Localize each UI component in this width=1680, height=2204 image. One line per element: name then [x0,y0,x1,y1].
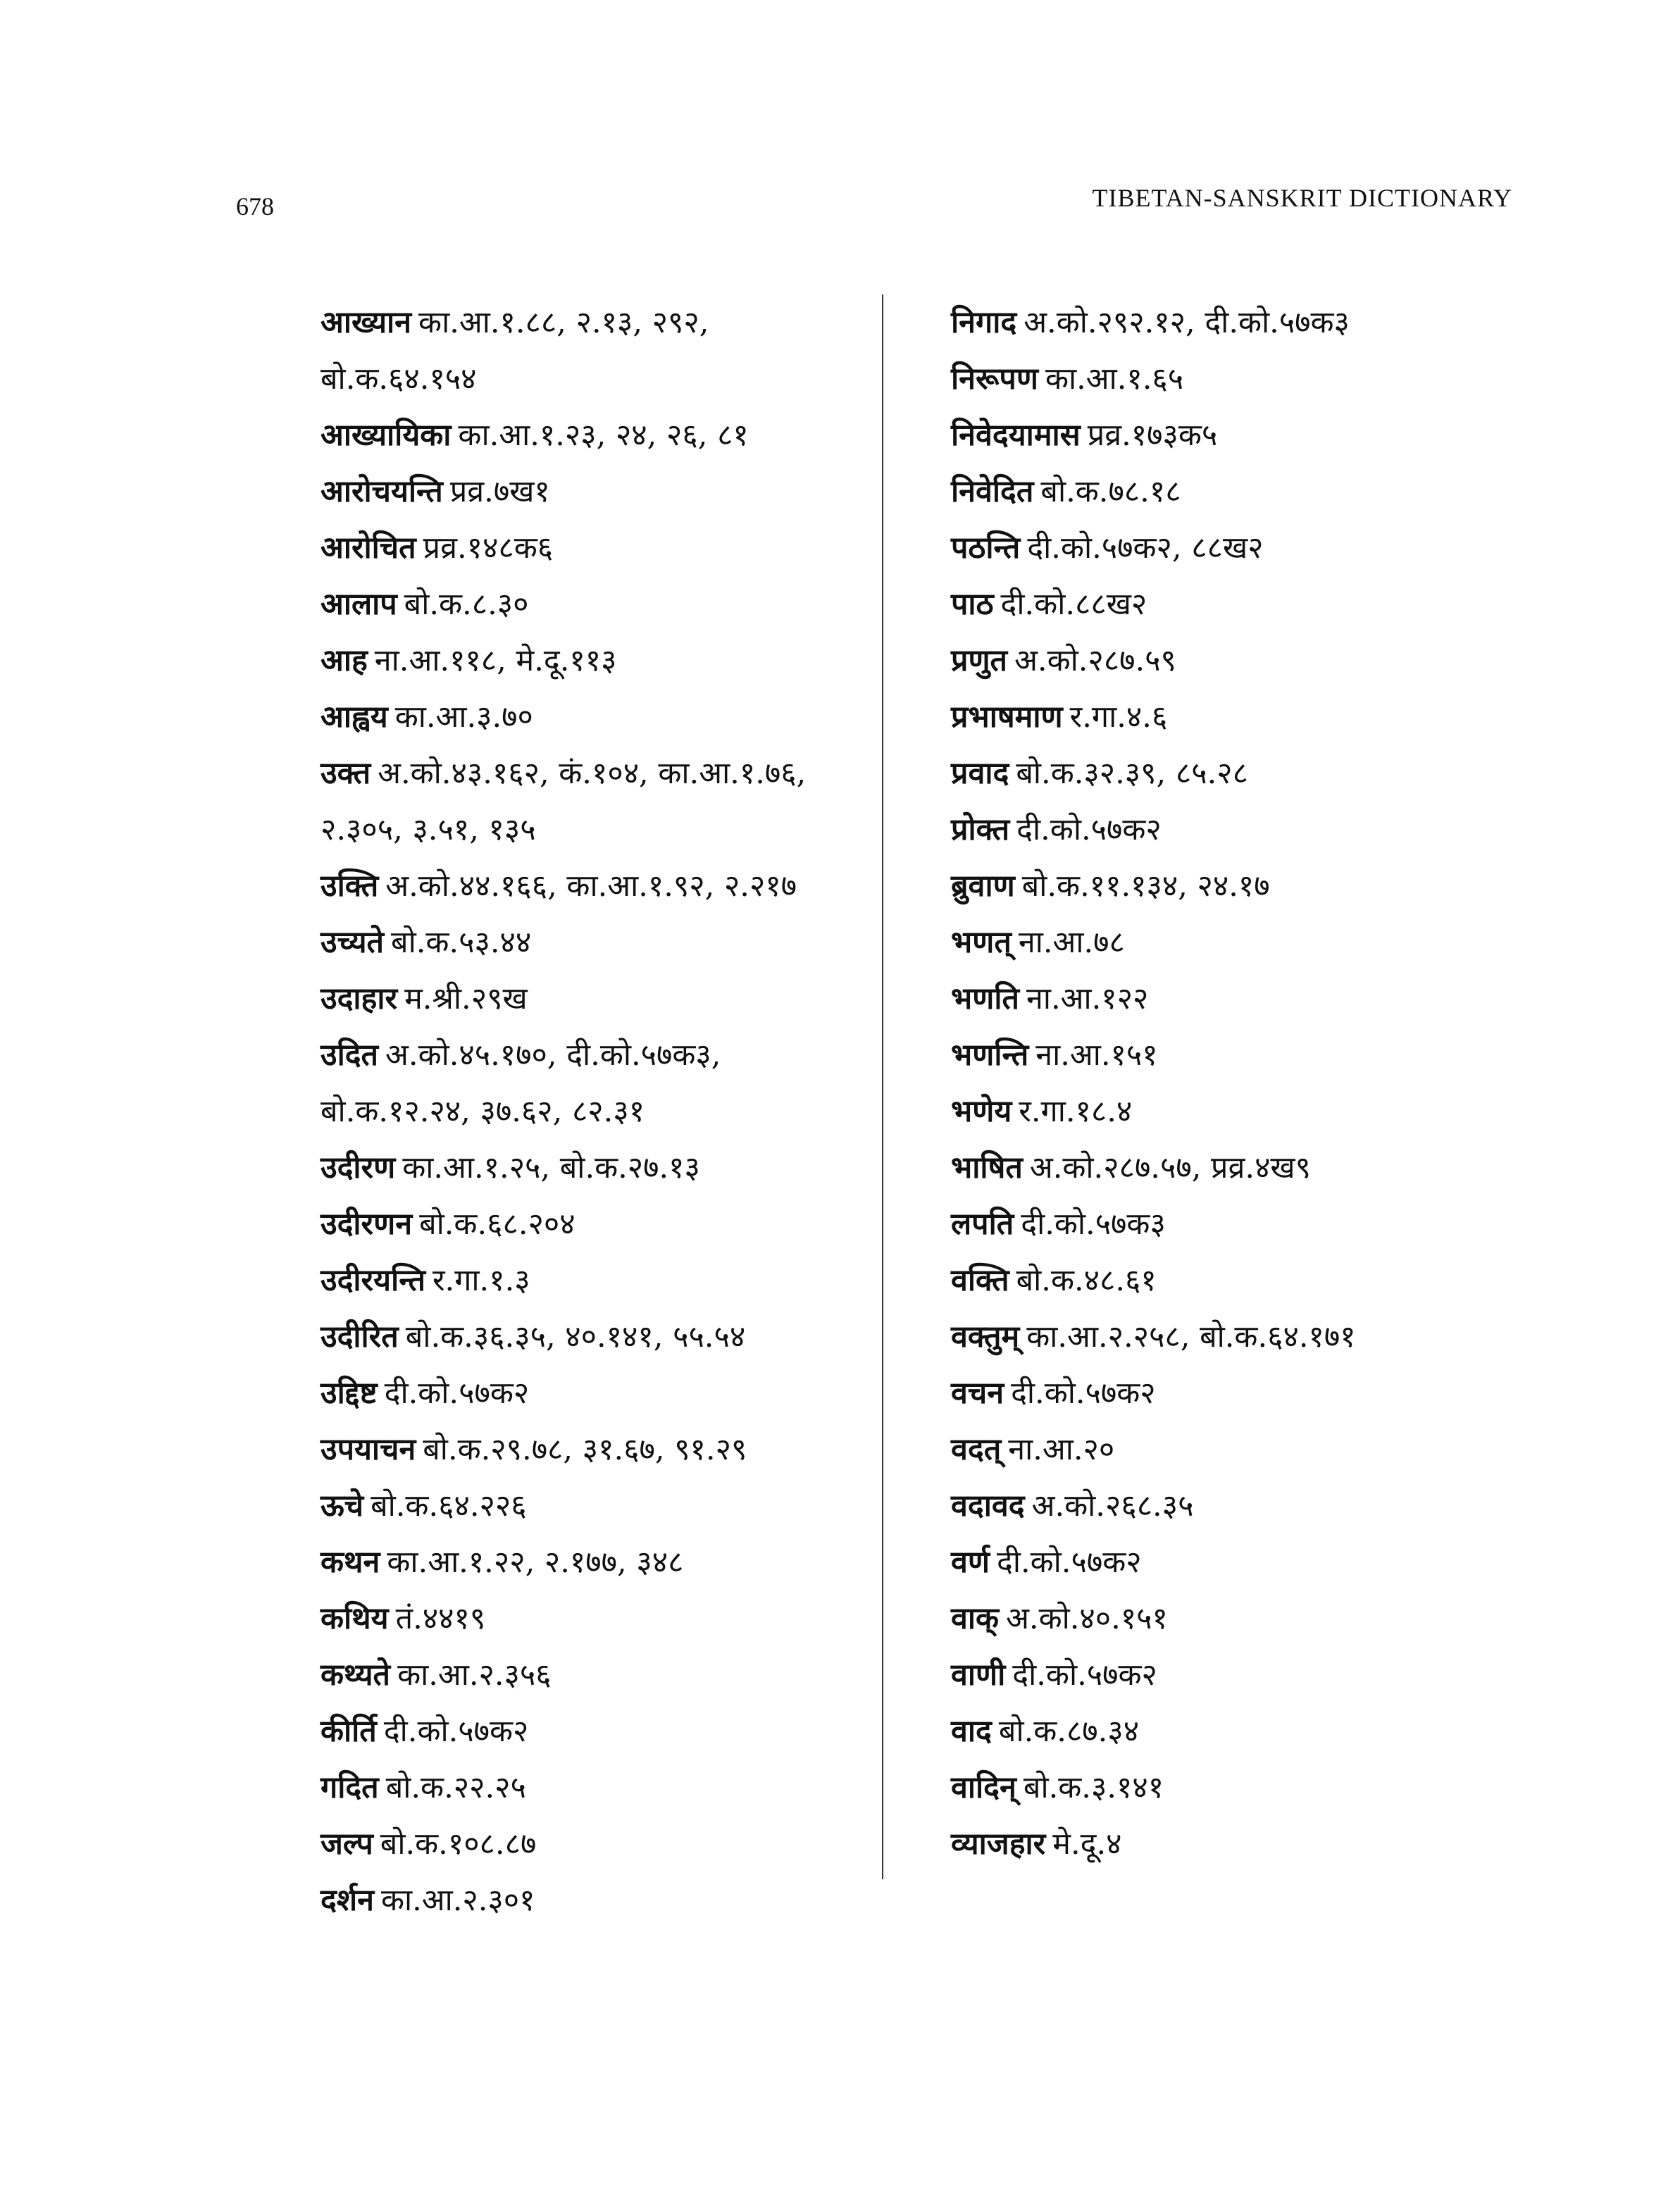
dictionary-entry-line [321,1309,884,1365]
dictionary-entry-line [951,971,1536,1027]
dictionary-entry-line [321,1703,884,1760]
dictionary-entry-line [321,1027,884,1083]
entry-references: का.आ.३.७० [394,699,533,735]
entry-references: अ.को.४३.१६२, कं.१०४, का.आ.१.७६, [378,756,807,791]
entry-references: बो.क.१२.२४, ३७.६२, ८२.३१ [321,1094,645,1129]
entry-headword: उदित [321,1038,379,1073]
entry-references: बो.क.११.१३४, २४.१७ [1021,868,1270,904]
dictionary-entry-line [321,1252,884,1309]
entry-headword: कथ्यते [321,1657,391,1693]
dictionary-entry-line [321,971,884,1027]
entry-references: ना.आ.१२२ [1026,981,1149,1016]
entry-references: बो.क.६४.२२६ [371,1488,527,1524]
entry-references: बो.क.३६.३५, ४०.१४१, ५५.५४ [405,1319,746,1355]
entry-references: अ.को.४५.१७०, दी.को.५७क३, [385,1038,721,1073]
entry-references: र.गा.१.३ [432,1263,530,1298]
entry-references: दी.को.५७क३ [1021,1207,1166,1242]
entry-headword: आख्यान [321,305,412,340]
entry-headword: कथिय [321,1601,389,1636]
dictionary-entry-line [321,576,884,633]
entry-references: अ.को.२८७.५७, प्रव्र.४ख९ [1029,1150,1311,1185]
dictionary-entry-line [321,858,884,914]
entry-headword: प्रणुत [951,643,1008,678]
dictionary-entry-line [951,1027,1536,1083]
entry-references: म.श्री.२९ख [404,981,528,1016]
dictionary-entry-line [321,407,884,463]
entry-references: ना.आ.११८, मे.दू.११३ [374,643,617,678]
entry-references: बो.क.२९.७८, ३१.६७, ९१.२९ [423,1432,747,1467]
entry-headword: वाणी [951,1657,1006,1693]
dictionary-entry-line [951,745,1536,802]
entry-headword: भणन्ति [951,1038,1029,1073]
entry-references: का.आ.१.८८, २.१३, २९२, [418,305,709,340]
dictionary-entry-line [321,463,884,520]
dictionary-entry-line [951,1760,1536,1816]
entry-references: दी.को.५७क२ [1012,1657,1157,1693]
entry-headword: व्याजहार [951,1826,1046,1862]
entry-headword: वदावद [951,1488,1025,1524]
entry-headword: वदत् [951,1432,1002,1467]
entry-references: प्रव्र.७ख१ [449,474,550,509]
entry-references: बो.क.८.३० [404,587,529,622]
entry-references: तं.४४१९ [395,1601,486,1636]
entry-headword: उपयाचन [321,1432,416,1467]
entry-headword: उच्यते [321,925,385,960]
entry-references: र.गा.४.६ [1069,699,1168,735]
entry-references: का.आ.१.२३, २४, २६, ८१ [458,418,749,453]
entry-references: बो.क.६४.१५४ [321,361,477,397]
dictionary-entry-line [321,914,884,971]
dictionary-entry-line [321,1421,884,1478]
entry-headword: आरोचयन्ति [321,474,443,509]
entry-headword: दर्शन [321,1883,374,1918]
dictionary-entry-line [951,914,1536,971]
entry-headword: निवेदयामास [951,418,1081,453]
entry-headword: प्रभाषमाण [951,699,1063,735]
entry-headword: वाक् [951,1601,1000,1636]
dictionary-entry-line [321,1760,884,1816]
dictionary-entry-line [951,1365,1536,1421]
column-divider [882,294,883,1879]
dictionary-entry-line [321,745,884,802]
entry-headword: आलाप [321,587,397,622]
entry-references: ना.आ.१५१ [1035,1038,1158,1073]
entry-headword: वक्तुम् [951,1319,1020,1355]
page-number: 678 [236,192,274,220]
dictionary-entry-line [321,1872,884,1929]
entry-references: ना.आ.२० [1008,1432,1115,1467]
entry-references: बो.क.६८.२०४ [419,1207,575,1242]
dictionary-entry-line [321,1647,884,1703]
entry-headword: वादिन् [951,1770,1016,1805]
entry-headword: आह [321,643,368,678]
entry-headword: उदाहार [321,981,398,1016]
entry-headword: उदीरयन्ति [321,1263,425,1298]
entry-references: का.आ.२.२५८, बो.क.६४.१७१ [1026,1319,1356,1355]
entry-references: अ.को.२८७.५९ [1014,643,1176,678]
entry-references: मे.दू.४ [1052,1826,1122,1862]
entry-headword: उक्ति [321,868,379,904]
entry-references: बो.क.७८.१८ [1040,474,1181,509]
entry-references: अ.को.२६८.३५ [1031,1488,1194,1524]
entry-references: दी.को.५७क२, ८८ख२ [1027,530,1264,566]
entry-headword: आह्वय [321,699,388,735]
dictionary-entry-line [951,1196,1536,1252]
dictionary-entry-line [951,858,1536,914]
dictionary-entry-line [321,520,884,576]
entry-headword: ब्रुवाण [951,868,1015,904]
entry-references: बो.क.२२.२५ [385,1770,526,1805]
dictionary-entry-line [321,1816,884,1872]
entry-references: का.आ.२.३०१ [380,1883,535,1918]
entry-references: प्रव्र.१७३क५ [1087,418,1218,453]
entry-headword: गदित [321,1770,379,1805]
entry-headword: उदीरणन [321,1207,413,1242]
entry-references: बो.क.८७.३४ [998,1714,1140,1749]
entry-headword: उद्दिष्ट [321,1376,378,1411]
entry-references: का.आ.२.३५६ [397,1657,552,1693]
entry-headword: वाद [951,1714,992,1749]
entry-headword: आरोचित [321,530,416,566]
right-column [951,294,1536,1872]
dictionary-entry-line [951,576,1536,633]
dictionary-entry-line [951,1309,1536,1365]
entry-references: बो.क.३२.३९, ८५.२८ [1016,756,1248,791]
dictionary-entry-line [951,351,1536,407]
entry-references: दी.को.५७क२ [1011,1376,1156,1411]
entry-headword: लपति [951,1207,1014,1242]
entry-references: ना.आ.७८ [1018,925,1125,960]
entry-references: का.आ.१.६५ [1045,361,1184,397]
entry-headword: कीर्ति [321,1714,377,1749]
dictionary-entry-line [321,1196,884,1252]
dictionary-entry-line [951,802,1536,858]
dictionary-entry-line [321,1083,884,1140]
entry-headword: उदीरण [321,1150,396,1185]
entry-references: र.गा.१८.४ [1019,1094,1133,1129]
entry-headword: भणत् [951,925,1012,960]
entry-references: अ.को.४४.१६६, का.आ.१.९२, २.२१७ [385,868,797,904]
entry-references: बो.क.४८.६१ [1016,1263,1157,1298]
entry-headword: उदीरित [321,1319,399,1355]
dictionary-entry-line [321,633,884,689]
entry-headword: वचन [951,1376,1004,1411]
dictionary-entry-line [951,1816,1536,1872]
dictionary-entry-line [951,1083,1536,1140]
entry-references: दी.को.५७क२ [997,1545,1142,1580]
entry-references: अ.को.४०.१५१ [1006,1601,1168,1636]
entry-references: दी.को.५७क२ [383,1714,529,1749]
left-column [321,294,884,1929]
dictionary-entry-line [951,407,1536,463]
dictionary-entry-line [951,1140,1536,1196]
entry-references: का.आ.१.२२, २.१७७, ३४८ [387,1545,684,1580]
dictionary-entry-line [951,633,1536,689]
entry-headword: जल्प [321,1826,373,1862]
entry-headword: भणति [951,981,1019,1016]
dictionary-entry-line [321,351,884,407]
dictionary-entry-line [951,1421,1536,1478]
dictionary-entry-line [951,1703,1536,1760]
entry-headword: प्रवाद [951,756,1009,791]
dictionary-entry-line [951,1252,1536,1309]
dictionary-entry-line [321,1478,884,1534]
dictionary-entry-line [321,689,884,745]
entry-headword: पठन्ति [951,530,1021,566]
entry-headword: निगाद [951,305,1017,340]
dictionary-entry-line [951,1647,1536,1703]
entry-headword: निरूपण [951,361,1038,397]
dictionary-entry-line [321,802,884,858]
entry-references: का.आ.१.२५, बो.क.२७.१३ [402,1150,700,1185]
entry-headword: निवेदित [951,474,1034,509]
dictionary-entry-line [951,1534,1536,1590]
dictionary-entry-line [321,1365,884,1421]
dictionary-entry-line [951,1590,1536,1647]
entry-headword: उक्त [321,756,371,791]
entry-references: प्रव्र.१४८क६ [423,530,554,566]
running-title: TIBETAN-SANSKRIT DICTIONARY [1092,184,1512,212]
entry-headword: कथन [321,1545,380,1580]
entry-headword: वक्ति [951,1263,1009,1298]
entry-references: दी.को.८८ख२ [1000,587,1147,622]
entry-references: बो.क.१०८.८७ [380,1826,537,1862]
entry-headword: वर्ण [951,1545,990,1580]
entry-headword: ऊचे [321,1488,364,1524]
entry-headword: भाषित [951,1150,1023,1185]
entry-headword: पाठ [951,587,994,622]
dictionary-entry-line [951,463,1536,520]
dictionary-entry-line [321,1590,884,1647]
dictionary-entry-line [951,1478,1536,1534]
dictionary-entry-line [951,520,1536,576]
entry-headword: आख्यायिका [321,418,452,453]
entry-references: २.३०५, ३.५१, १३५ [321,812,536,847]
dictionary-entry-line [321,1140,884,1196]
entry-references: बो.क.३.१४१ [1023,1770,1164,1805]
dictionary-entry-line [321,1534,884,1590]
entry-references: अ.को.२९२.१२, दी.को.५७क३ [1023,305,1350,340]
entry-headword: भणेय [951,1094,1012,1129]
dictionary-entry-line [951,689,1536,745]
entry-references: दी.को.५७क२ [1016,812,1162,847]
dictionary-entry-line [321,294,884,351]
entry-references: बो.क.५३.४४ [391,925,532,960]
dictionary-entry-line [951,294,1536,351]
entry-references: दी.को.५७क२ [384,1376,530,1411]
entry-headword: प्रोक्त [951,812,1010,847]
